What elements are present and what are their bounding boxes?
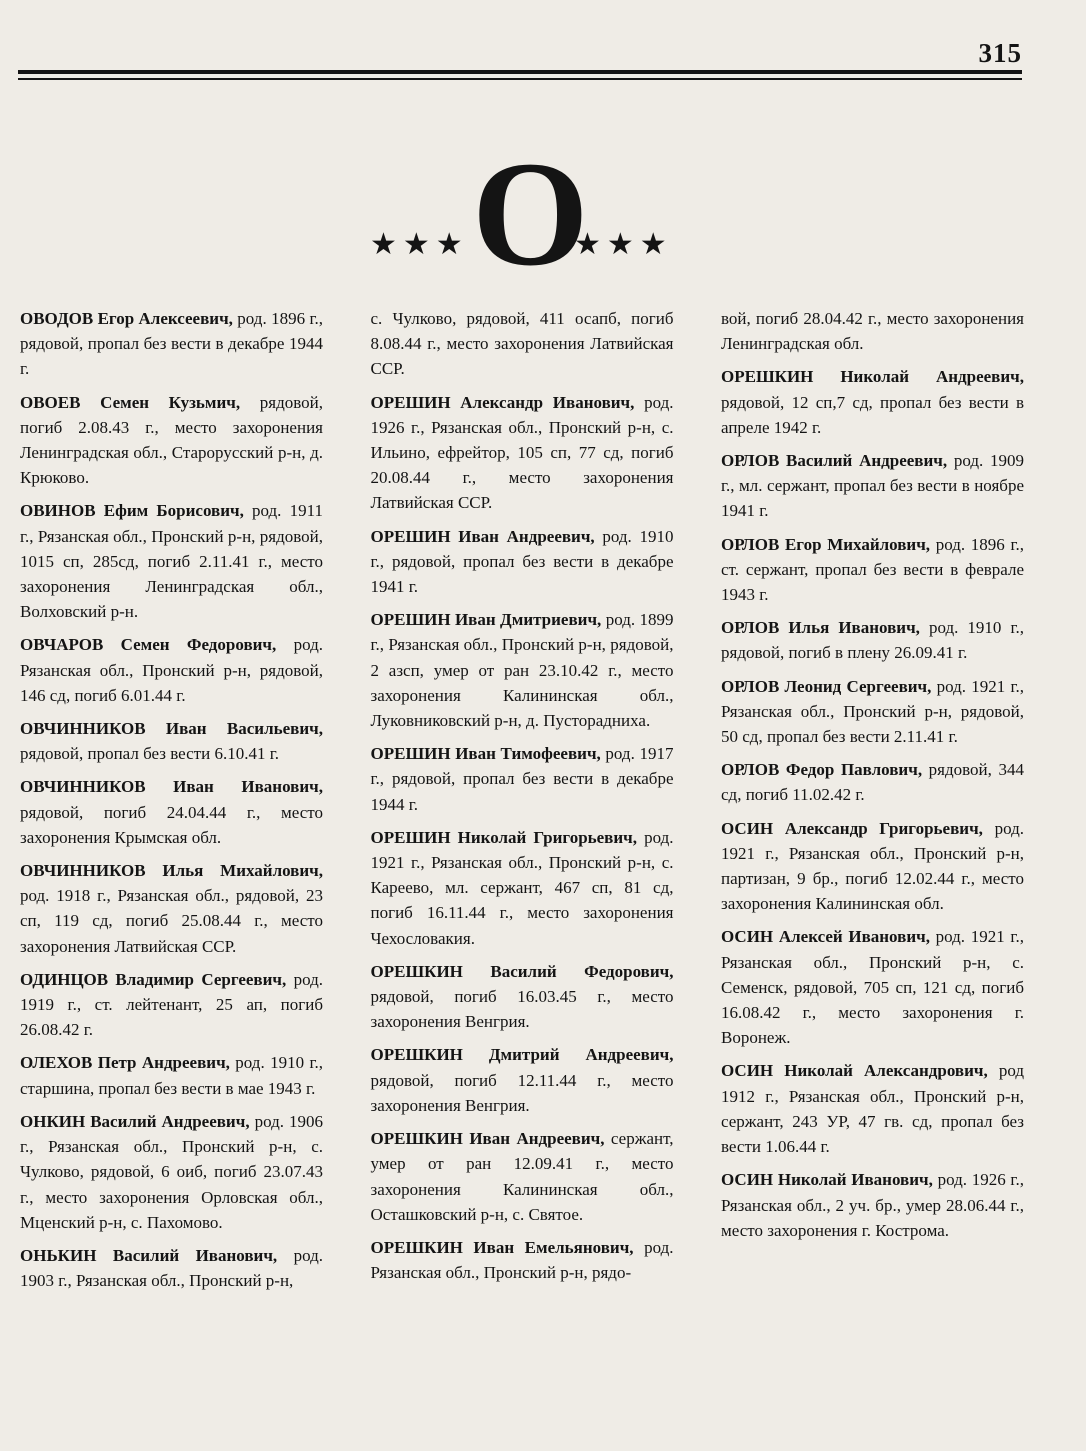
entry xyxy=(20,1050,323,1100)
entry xyxy=(371,1042,674,1118)
entry xyxy=(721,364,1024,440)
entry-details: род. 1911 г., Рязанская обл., Пронский р-н, рядовой, 1015 сп, 285сд, погиб 2.11.41 г., место захоронения Ленинградская обл., Волховский р-н. xyxy=(20,501,323,622)
entry xyxy=(721,674,1024,750)
entry xyxy=(721,615,1024,665)
entry-details: род. Рязанская обл., Пронский р-н, рядовой, 146 сд, погиб 6.01.44 г. xyxy=(20,635,323,705)
entry-details: род. 1921 г., Рязанская обл., Пронский р-н, с. Семенск, рядовой, 705 сп, 121 сд, погиб 16.08.42 г., место захоронения г. Воронеж. xyxy=(721,927,1024,1048)
entry-details: род. 1896 г., рядовой, пропал без вести в декабре 1944 г. xyxy=(20,309,323,379)
entry-name: ОРЛОВ Василий Андреевич, xyxy=(721,451,948,471)
entry-name: ОРЕШКИН Иван Андреевич, xyxy=(370,1129,605,1149)
section-letter: О xyxy=(472,131,589,297)
section-heading xyxy=(0,131,1086,297)
entry-name: ОСИН Николай Иванович, xyxy=(721,1170,933,1190)
entry-name: ОДИНЦОВ Владимир Сергеевич, xyxy=(20,969,287,989)
entry-details: рядовой, погиб 12.11.44 г., место захоронения Венгрия. xyxy=(370,1070,674,1115)
entry-details: род. 1921 г., Рязанская обл., Пронский р-н, рядовой, 50 сд, пропал без вести 2.11.41 г. xyxy=(721,676,1024,747)
entry-name: ОРЕШИН Александр Иванович, xyxy=(370,392,635,412)
entry-name: ОВЧИННИКОВ Иван Васильевич, xyxy=(20,719,323,739)
entry-details: рядовой, погиб 2.08.43 г., место захоронения Ленинградская обл., Старорусский р-н, д. Крюково. xyxy=(20,392,323,488)
entry-details: рядовой, 344 сд, погиб 11.02.42 г. xyxy=(721,760,1025,805)
text-columns xyxy=(20,306,1024,1301)
entry-name: ОВОДОВ Егор Алексеевич, xyxy=(20,309,233,328)
entry-name: ОРЕШКИН Дмитрий Андреевич, xyxy=(370,1045,674,1065)
entry-details: род. 1926 г., Рязанская обл., 2 уч. бр., умер 28.06.44 г., место захоронения г. Кострома. xyxy=(721,1170,1024,1240)
entry-name: ОРЕШИН Иван Дмитриевич, xyxy=(370,610,602,630)
entry xyxy=(371,1126,674,1227)
entry xyxy=(371,607,674,733)
entry-name: ОРЛОВ Илья Иванович, xyxy=(721,618,920,638)
entry-details: вой, погиб 28.04.42 г., место захоронения Ленинградская обл. xyxy=(721,309,1024,354)
column-1 xyxy=(20,306,323,1301)
entry-details: род. 1926 г., Рязанская обл., Пронский р-н, с. Ильино, ефрейтор, 105 сп, 77 сд, погиб 20.08.44 г., место захоронения Латвийская ССР. xyxy=(370,392,674,513)
entry xyxy=(721,306,1024,356)
entry xyxy=(371,959,674,1035)
entry-name: ОРЕШИН Николай Григорьевич, xyxy=(370,827,637,847)
entry-name: ОСИН Николай Александрович, xyxy=(721,1061,988,1081)
entry xyxy=(721,924,1024,1050)
entry xyxy=(20,498,323,624)
entry xyxy=(20,1243,323,1293)
page-number: 315 xyxy=(978,38,1022,68)
entry-name: ОНКИН Василий Андреевич, xyxy=(20,1111,250,1131)
entry xyxy=(20,967,323,1043)
entry xyxy=(371,825,674,951)
entry xyxy=(371,741,674,817)
entry-details: рядовой, погиб 24.04.44 г., место захоронения Крымская обл. xyxy=(20,802,323,847)
entry-details: рядовой, погиб 16.03.45 г., место захоронения Венгрия. xyxy=(370,987,674,1032)
entry-details: род. 1910 г., старшина, пропал без вести в мае 1943 г. xyxy=(20,1053,324,1098)
entry xyxy=(20,390,323,491)
entry-details: род. 1899 г., Рязанская обл., Пронский р-н, рядовой, 2 азсп, умер от ран 23.10.42 г., место захоронения Калининская обл., Луковниковский р-н, д. Пусторадниха. xyxy=(370,610,674,731)
entry-name: ОВИНОВ Ефим Борисович, xyxy=(20,501,244,521)
header-rule-thick xyxy=(18,70,1022,74)
entry-name: ОВЧАРОВ Семен Федорович, xyxy=(20,635,277,655)
entry-details: род. 1918 г., Рязанская обл., рядовой, 23 сп, 119 сд, погиб 25.08.44 г., место захоронения Латвийская ССР. xyxy=(20,886,323,956)
entry-details: сержант, умер от ран 12.09.41 г., место захоронения Калининская обл., Осташковский р-н, с. Святое. xyxy=(370,1129,674,1224)
entry-details: род. Рязанская обл., Пронский р-н, рядо- xyxy=(370,1237,674,1283)
entry-name: ОЛЕХОВ Петр Андреевич, xyxy=(20,1053,230,1073)
entry-details: рядовой, пропал без вести 6.10.41 г. xyxy=(20,744,280,764)
entry xyxy=(20,1109,323,1235)
entry-name: ОВЧИННИКОВ Илья Михайлович, xyxy=(20,861,323,881)
entry-details: род. 1919 г., ст. лейтенант, 25 ап, погиб 26.08.42 г. xyxy=(20,969,323,1040)
entry-details: род. 1903 г., Рязанская обл., Пронский р-н, xyxy=(20,1245,323,1291)
column-3 xyxy=(721,306,1024,1301)
entry-name: ОРЕШКИН Иван Емельянович, xyxy=(370,1237,634,1257)
stars-left: ★★★ xyxy=(370,228,469,261)
entry xyxy=(20,858,323,959)
entry xyxy=(20,716,323,766)
entry xyxy=(721,757,1024,807)
entry-details: род. 1909 г., мл. сержант, пропал без вести в ноябре 1941 г. xyxy=(721,451,1024,521)
entry xyxy=(721,448,1024,524)
entry-details: рядовой, 12 сп,7 сд, пропал без вести в апреле 1942 г. xyxy=(721,392,1024,437)
entry-name: ОРЛОВ Егор Михайлович, xyxy=(721,534,931,554)
stars-right: ★★★ xyxy=(574,228,673,261)
entry xyxy=(371,1235,674,1285)
entry-name: ОСИН Александр Григорьевич, xyxy=(721,818,983,838)
column-2 xyxy=(371,306,674,1301)
entry xyxy=(371,390,674,516)
entry-details: род. 1910 г., рядовой, погиб в плену 26.09.41 г. xyxy=(721,618,1024,663)
entry-details: род. 1921 г., Рязанская обл., Пронский р-н, с. Кареево, мл. сержант, 467 сп, 81 сд, погиб 16.11.44 г., место захоронения Чехословакия. xyxy=(370,827,674,948)
entry xyxy=(721,1058,1024,1159)
entry-details: род. 1917 г., рядовой, пропал без вести в декабре 1944 г. xyxy=(370,744,674,814)
entry xyxy=(721,532,1024,608)
entry xyxy=(371,524,674,600)
entry-details: род. 1896 г., ст. сержант, пропал без вести в феврале 1943 г. xyxy=(721,534,1024,605)
entry-details: род. 1910 г., рядовой, пропал без вести в декабре 1941 г. xyxy=(370,526,674,597)
entry-name: ОРЛОВ Федор Павлович, xyxy=(721,760,923,780)
entry-name: ОНЬКИН Василий Иванович, xyxy=(20,1245,278,1265)
entry xyxy=(20,632,323,708)
entry-name: ОРЕШКИН Николай Андреевич, xyxy=(721,367,1024,387)
entry-name: ОРЕШИН Иван Андреевич, xyxy=(370,526,595,546)
entry-details: род 1912 г., Рязанская обл., Пронский р-н, сержант, 243 УР, 47 гв. сд, пропал без вести 1.06.44 г. xyxy=(721,1061,1024,1157)
entry-details: с. Чулково, рядовой, 411 осапб, погиб 8.08.44 г., место захоронения Латвийская ССР. xyxy=(370,309,674,379)
entry-details: род. 1906 г., Рязанская обл., Пронский р-н, с. Чулково, рядовой, 6 оиб, погиб 23.07.43 г., место захоронения Орловская обл., Мценский р-н, с. Пахомово. xyxy=(20,1111,323,1232)
entry xyxy=(721,1167,1024,1243)
entry-name: ОВЧИННИКОВ Иван Иванович, xyxy=(20,777,323,797)
entry-details: род. 1921 г., Рязанская обл., Пронский р-н, партизан, 9 бр., погиб 12.02.44 г., место захоронения Калининская обл. xyxy=(721,818,1024,914)
entry-name: ОРЕШИН Иван Тимофеевич, xyxy=(370,744,601,764)
entry-name: ОРЛОВ Леонид Сергеевич, xyxy=(721,676,932,696)
entry xyxy=(721,816,1024,917)
entry-name: ОСИН Алексей Иванович, xyxy=(721,927,930,947)
entry-name: ОВОЕВ Семен Кузьмич, xyxy=(20,392,241,412)
entry xyxy=(20,774,323,850)
entry-name: ОРЕШКИН Василий Федорович, xyxy=(370,961,674,981)
entry xyxy=(371,306,674,382)
entry xyxy=(20,306,323,382)
header-rule-thin xyxy=(18,78,1022,80)
